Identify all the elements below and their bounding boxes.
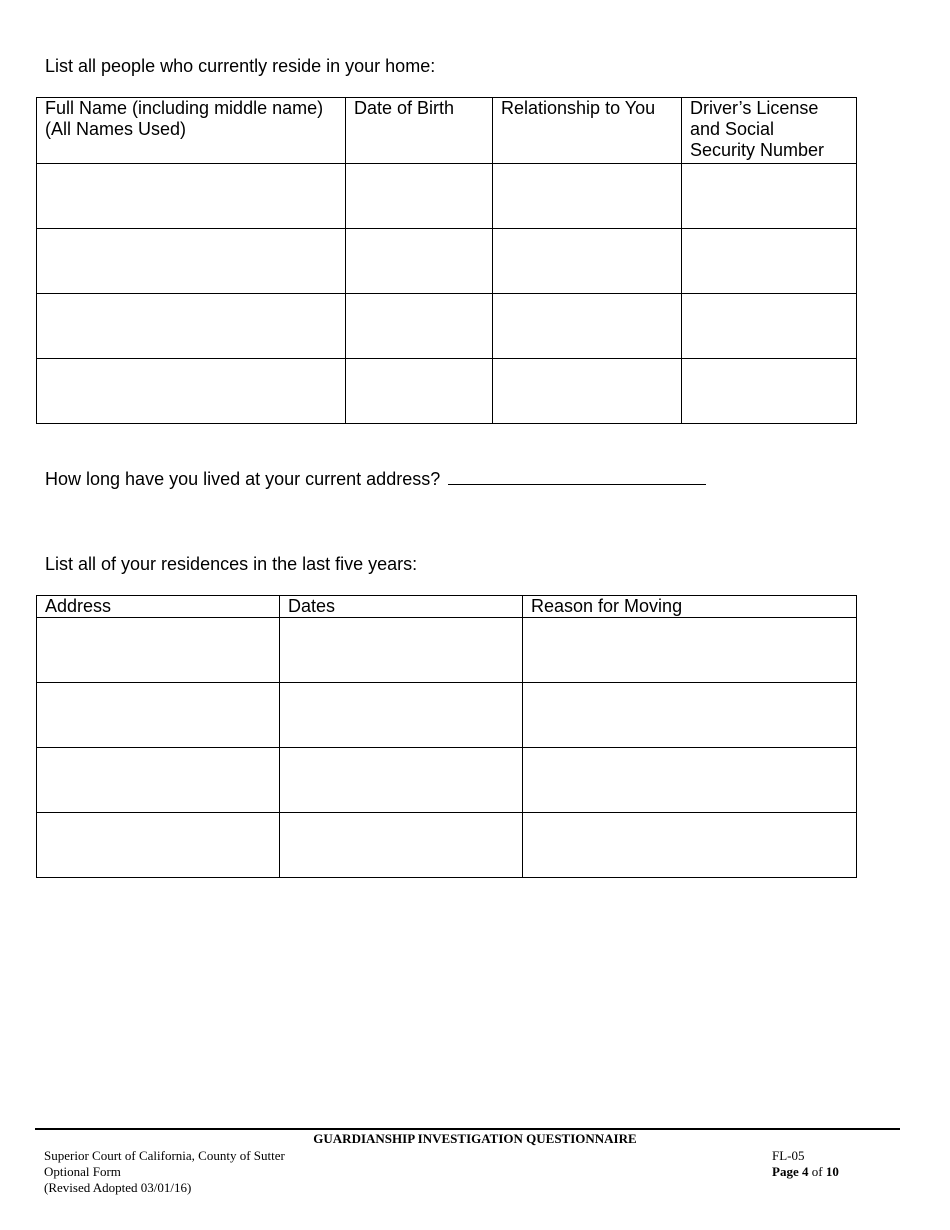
address-field[interactable]: [37, 618, 280, 683]
reason-field[interactable]: [523, 618, 857, 683]
reason-field[interactable]: [523, 683, 857, 748]
residences-table: [36, 595, 857, 878]
footer-form-type: Optional Form: [44, 1164, 121, 1179]
table-row: [37, 618, 857, 683]
table-row: [37, 813, 857, 878]
relationship-field[interactable]: [493, 164, 682, 229]
dates-field[interactable]: [280, 748, 523, 813]
header-reason-for-moving: Reason for Moving: [523, 596, 857, 618]
dates-field[interactable]: [280, 813, 523, 878]
footer-form-number: FL-05: [772, 1148, 805, 1163]
relationship-field[interactable]: [493, 294, 682, 359]
header-license-line3: Security Number: [690, 140, 825, 160]
date-of-birth-field[interactable]: [346, 229, 493, 294]
header-full-name: [37, 98, 346, 164]
residences-header-row: [37, 596, 857, 618]
footer-page-number: Page 4 of 10: [772, 1164, 839, 1179]
residences-prompt: List all of your residences in the last five years:: [45, 554, 418, 574]
table-row: [37, 294, 857, 359]
relationship-field[interactable]: [493, 359, 682, 424]
full-name-field[interactable]: [37, 294, 346, 359]
current-address-row: [45, 467, 706, 490]
footer-court-name: Superior Court of California, County of Sutter: [44, 1148, 285, 1163]
reason-field[interactable]: [523, 813, 857, 878]
table-row: [37, 683, 857, 748]
header-full-name-line1: Full Name (including middle name): [45, 98, 324, 118]
dates-field[interactable]: [280, 683, 523, 748]
header-license-line1: Driver’s License: [690, 98, 819, 118]
full-name-field[interactable]: [37, 359, 346, 424]
header-address: Address: [37, 596, 280, 618]
address-field[interactable]: [37, 813, 280, 878]
date-of-birth-field[interactable]: [346, 164, 493, 229]
current-address-duration-field[interactable]: [448, 467, 706, 485]
reason-field[interactable]: [523, 748, 857, 813]
header-relationship: Relationship to You: [493, 98, 682, 164]
license-ssn-field[interactable]: [682, 294, 857, 359]
footer-divider: [35, 1128, 900, 1130]
address-field[interactable]: [37, 683, 280, 748]
address-field[interactable]: [37, 748, 280, 813]
full-name-field[interactable]: [37, 164, 346, 229]
header-full-name-line2: (All Names Used): [45, 119, 187, 139]
household-members-table: [36, 97, 857, 424]
license-ssn-field[interactable]: [682, 229, 857, 294]
table-row: [37, 229, 857, 294]
date-of-birth-field[interactable]: [346, 294, 493, 359]
household-prompt: List all people who currently reside in your home:: [45, 56, 436, 76]
table-row: [37, 748, 857, 813]
license-ssn-field[interactable]: [682, 359, 857, 424]
current-address-question: How long have you lived at your current address?: [45, 469, 441, 489]
footer-revised-date: (Revised Adopted 03/01/16): [44, 1180, 192, 1195]
table-row: [37, 359, 857, 424]
full-name-field[interactable]: [37, 229, 346, 294]
header-dates: Dates: [280, 596, 523, 618]
header-license-ssn: [682, 98, 857, 164]
header-date-of-birth: Date of Birth: [346, 98, 493, 164]
license-ssn-field[interactable]: [682, 164, 857, 229]
date-of-birth-field[interactable]: [346, 359, 493, 424]
dates-field[interactable]: [280, 618, 523, 683]
header-license-line2: and Social: [690, 119, 775, 139]
footer-title: GUARDIANSHIP INVESTIGATION QUESTIONNAIRE: [313, 1131, 637, 1146]
household-header-row: [37, 98, 857, 164]
relationship-field[interactable]: [493, 229, 682, 294]
table-row: [37, 164, 857, 229]
